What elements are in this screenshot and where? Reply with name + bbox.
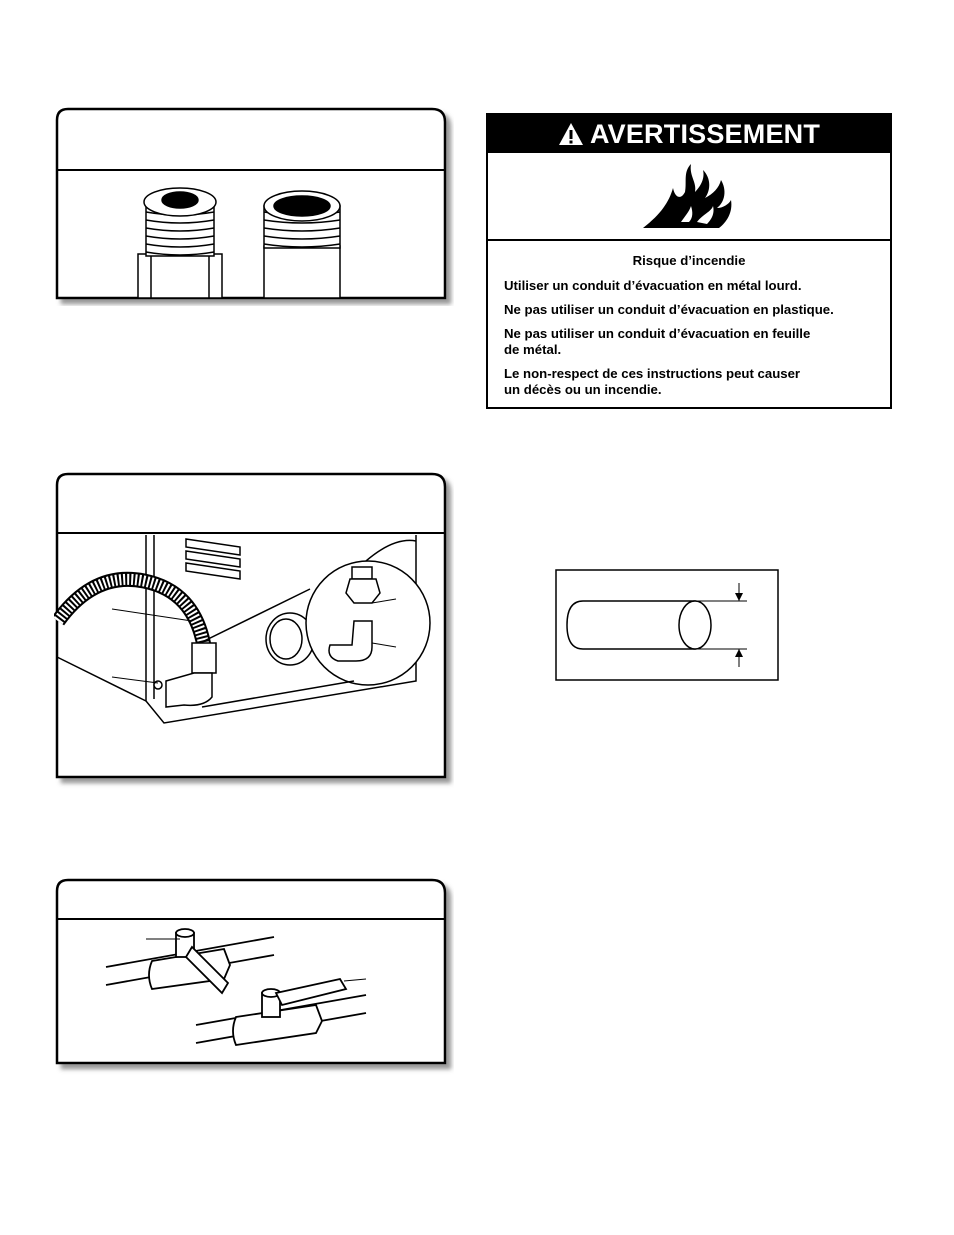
warning-heading: AVERTISSEMENT [589, 118, 821, 149]
warning-line-2: Ne pas utiliser un conduit d’évacuation en plastique. [504, 302, 834, 317]
warning-triangle-icon [558, 122, 584, 146]
shutoff-valves-figure [54, 877, 454, 1075]
shutoff-valves-illustration [54, 877, 454, 1075]
duct-diameter-figure [555, 569, 779, 681]
fire-icon [641, 162, 737, 230]
warning-icon-area [488, 153, 890, 241]
warning-header [488, 115, 890, 153]
threaded-fittings-figure [54, 106, 454, 306]
gas-connection-illustration [54, 471, 454, 789]
gas-connection-figure [54, 471, 454, 789]
warning-box [486, 113, 892, 409]
warning-line-4: Le non-respect de ces instructions peut causer un décès ou un incendie. [504, 366, 801, 397]
warning-title: Risque d’incendie [632, 253, 746, 268]
threaded-fittings-illustration [54, 106, 454, 306]
warning-line-3: Ne pas utiliser un conduit d’évacuation en feuille de métal. [504, 326, 811, 357]
warning-body [488, 241, 890, 398]
warning-line-1: Utiliser un conduit d’évacuation en métal lourd. [504, 278, 802, 293]
duct-diameter-illustration [555, 569, 779, 681]
